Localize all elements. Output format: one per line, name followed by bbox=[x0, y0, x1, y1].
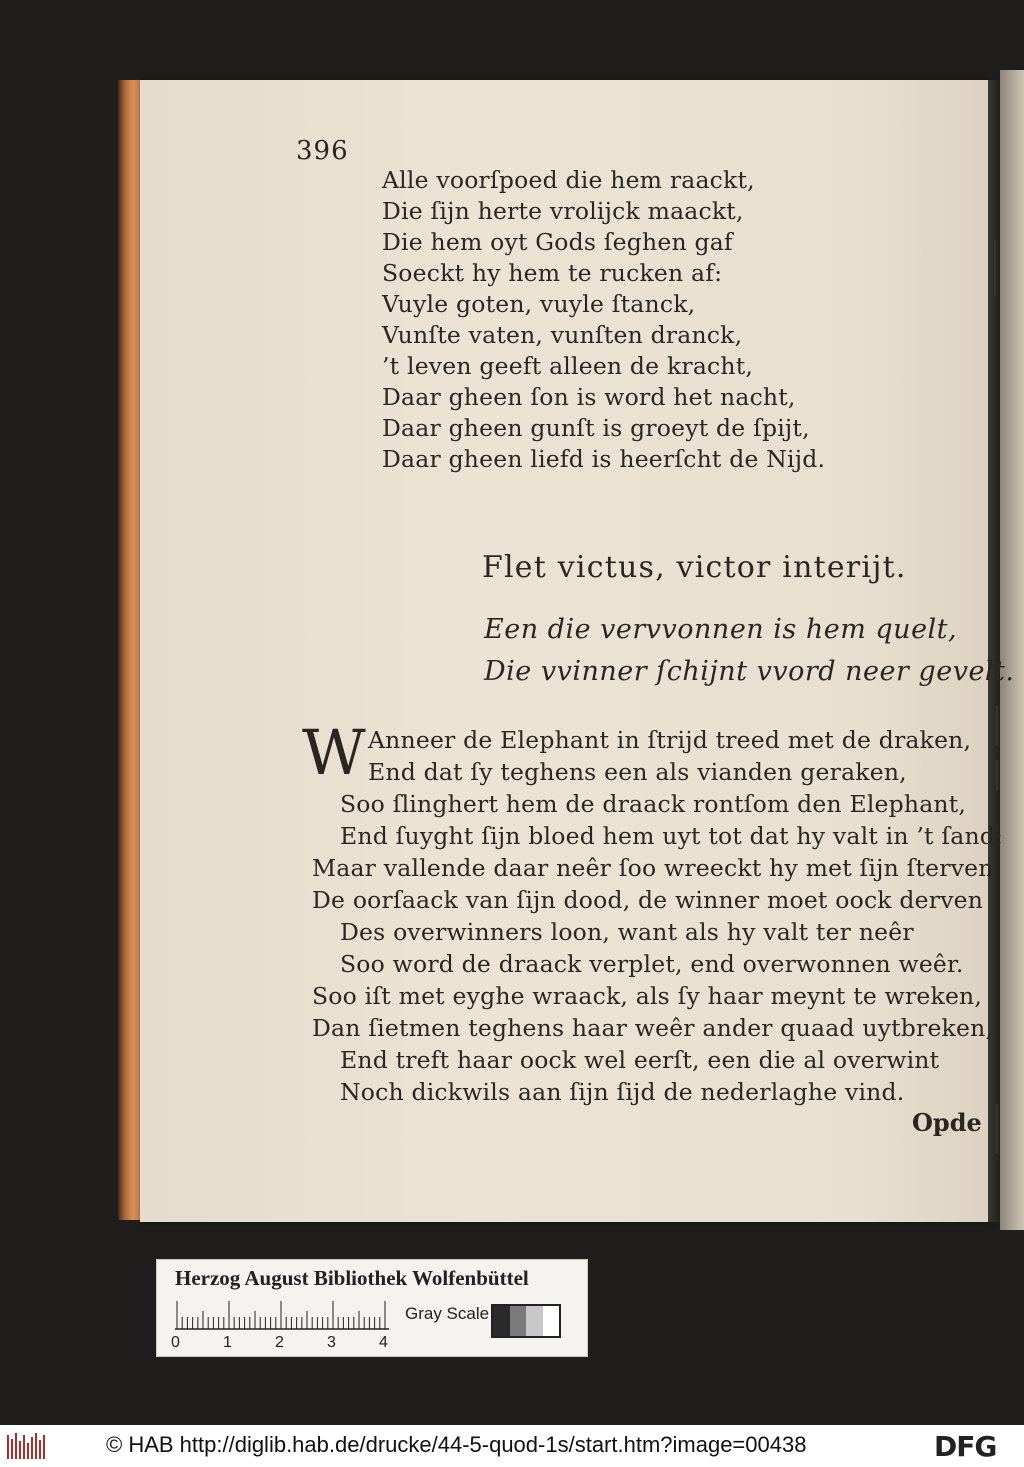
poem-line: Die ſijn herte vrolijck maackt, bbox=[382, 197, 744, 225]
ruler-scale bbox=[175, 1300, 389, 1330]
body-line: End ſuyght ſijn bloed hem uyt tot dat hy valt in ’t ſand: bbox=[340, 822, 1004, 850]
poem-line: Alle voorſpoed die hem raackt, bbox=[382, 166, 755, 194]
gray-scale-swatches bbox=[491, 1304, 561, 1338]
gray-swatch bbox=[510, 1306, 527, 1336]
body-line: Dan ſietmen teghens haar weêr ander quaad uytbreken, bbox=[312, 1014, 994, 1042]
motto-line: Die vvinner ſchijnt vvord neer gevelt. bbox=[484, 656, 1015, 687]
body-line: End dat ſy teghens een als vianden geraken, bbox=[368, 758, 907, 786]
poem-line: Soeckt hy hem te rucken af: bbox=[382, 259, 723, 287]
dfg-logo[interactable]: DFG bbox=[934, 1430, 997, 1463]
body-line: Anneer de Elephant in ſtrijd treed met de draken, bbox=[368, 726, 972, 754]
body-line: Soo word de draack verplet, end overwonnen weêr. bbox=[340, 950, 964, 978]
ruler-number: 3 bbox=[327, 1334, 336, 1351]
page-number: 396 bbox=[296, 136, 349, 166]
institution-name: Herzog August Bibliothek Wolfenbüttel bbox=[175, 1266, 529, 1290]
poem-line: Daar gheen gunſt is groeyt de ſpijt, bbox=[382, 414, 810, 442]
footer-bar bbox=[0, 1425, 1024, 1467]
poem-line: Daar gheen ſon is word het nacht, bbox=[382, 383, 796, 411]
catchword: Opde bbox=[912, 1108, 982, 1137]
body-line: De oorſaack van ſijn dood, de winner moet oock derven bbox=[312, 886, 984, 914]
margin-mark bbox=[996, 1104, 998, 1154]
body-line: Soo iſt met eyghe wraack, als ſy haar meynt te wreken, bbox=[312, 982, 983, 1010]
emblem-title: Flet victus, victor interijt. bbox=[482, 550, 907, 585]
margin-mark bbox=[996, 706, 998, 746]
poem-line: ’t leven geeft alleen de kracht, bbox=[382, 352, 754, 380]
gray-scale-label: Gray Scale bbox=[405, 1304, 490, 1323]
library-label-card bbox=[156, 1259, 588, 1357]
gray-swatch bbox=[526, 1306, 543, 1336]
facing-page-edge bbox=[1000, 70, 1024, 1230]
poem-line: Die hem oyt Gods ſeghen gaf bbox=[382, 228, 733, 256]
source-url[interactable]: © HAB http://diglib.hab.de/drucke/44-5-quod-1s/start.htm?image=00438 bbox=[106, 1432, 807, 1457]
ruler-number: 1 bbox=[223, 1334, 232, 1351]
body-line: Des overwinners loon, want als hy valt ter neêr bbox=[340, 918, 914, 946]
margin-mark bbox=[994, 240, 996, 296]
margin-mark bbox=[996, 760, 998, 790]
body-line: Soo ſlinghert hem de draack rontſom den Elephant, bbox=[340, 790, 967, 818]
gray-swatch bbox=[493, 1306, 510, 1336]
ruler-number: 0 bbox=[171, 1334, 180, 1351]
poem-line: Daar gheen liefd is heerſcht de Nijd. bbox=[382, 445, 826, 473]
motto-line: Een die vervvonnen is hem quelt, bbox=[484, 614, 958, 645]
poem-line: Vunſte vaten, vunſten dranck, bbox=[382, 321, 743, 349]
ruler-number: 4 bbox=[379, 1334, 388, 1351]
poem-line: Vuyle goten, vuyle ſtanck, bbox=[382, 290, 696, 318]
hab-barcode-logo-icon[interactable] bbox=[6, 1431, 48, 1463]
body-line: Maar vallende daar neêr ſoo wreeckt hy met ſijn ſterven bbox=[312, 854, 994, 882]
body-line: Noch dickwils aan ſijn ſijd de nederlaghe vind. bbox=[340, 1078, 905, 1106]
ruler-number: 2 bbox=[275, 1334, 284, 1351]
drop-cap: W bbox=[302, 716, 366, 789]
gray-swatch bbox=[543, 1306, 560, 1336]
body-line: End treft haar oock wel eerſt, een die al overwint bbox=[340, 1046, 940, 1074]
